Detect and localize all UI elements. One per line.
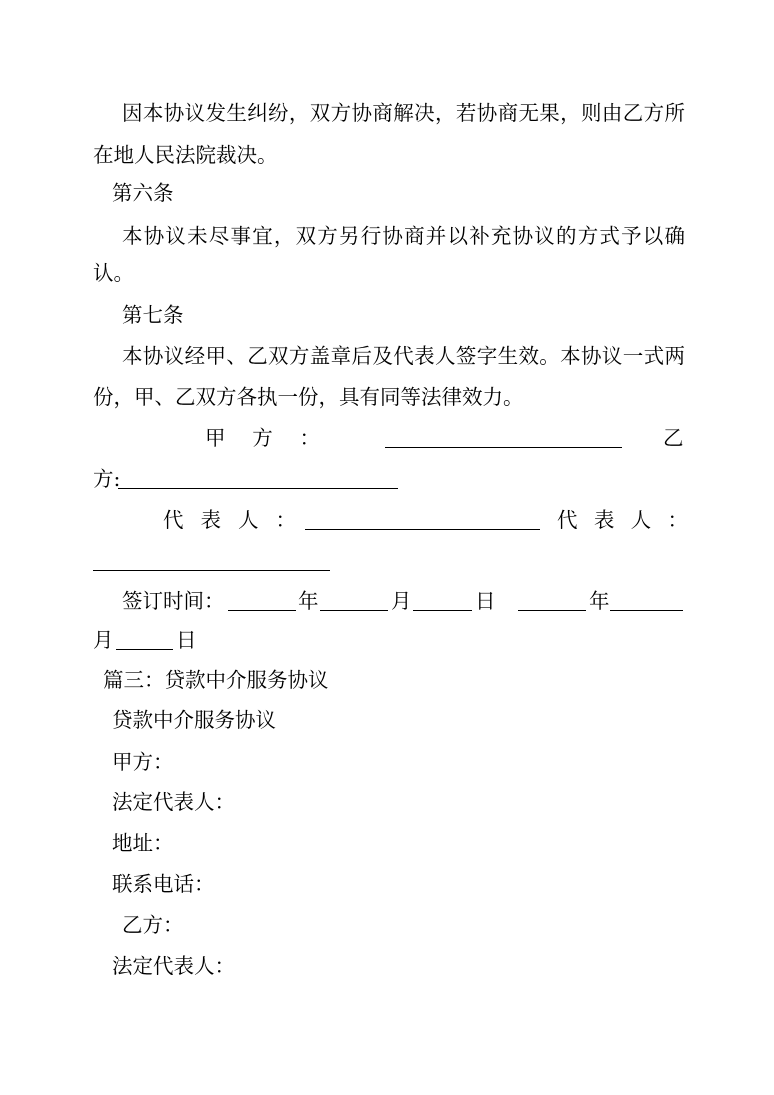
party-b-representative-blank xyxy=(93,570,330,571)
party-a-signature-label: 甲方： xyxy=(205,426,320,450)
section-three-party-a-address: 地址： xyxy=(112,831,174,855)
article-seven-heading: 第七条 xyxy=(122,303,184,327)
party-b-representative-label: 代表人： xyxy=(557,508,688,532)
section-three-title: 篇三：贷款中介服务协议 xyxy=(103,668,329,692)
dispute-clause-line-1: 因本协议发生纠纷，双方协商解决，若协商无果，则由乙方所 xyxy=(122,101,685,125)
signing-time-label: 签订时间： xyxy=(122,589,225,613)
party-a-representative-blank xyxy=(305,529,540,530)
section-three-party-a-phone: 联系电话： xyxy=(112,872,215,896)
section-three-party-a-legal-rep: 法定代表人： xyxy=(112,790,235,814)
party-a-year-label: 年 xyxy=(298,589,319,613)
party-a-month-label: 月 xyxy=(391,589,412,613)
party-b-year-blank xyxy=(518,610,586,611)
party-a-day-label: 日 xyxy=(475,589,496,613)
article-six-line-1: 本协议未尽事宜，双方另行协商并以补充协议的方式予以确 xyxy=(122,224,685,248)
party-b-year-label: 年 xyxy=(589,589,610,613)
article-six-line-2: 认。 xyxy=(93,261,134,285)
party-b-signature-blank xyxy=(118,488,398,489)
section-three-party-a: 甲方： xyxy=(112,750,174,774)
party-a-signature-blank xyxy=(385,447,622,448)
section-three-party-b-legal-rep: 法定代表人： xyxy=(112,954,235,978)
party-b-signature-label-end: 方: xyxy=(93,467,121,491)
party-a-year-blank xyxy=(228,610,296,611)
party-b-day-label: 日 xyxy=(176,628,197,652)
party-a-representative-label: 代表人： xyxy=(163,508,296,532)
article-seven-line-2: 份，甲、乙双方各执一份，具有同等法律效力。 xyxy=(93,385,524,409)
party-b-day-blank xyxy=(116,649,173,650)
article-six-heading: 第六条 xyxy=(112,181,174,205)
party-a-month-blank xyxy=(320,610,388,611)
article-seven-line-1: 本协议经甲、乙双方盖章后及代表人签字生效。本协议一式两 xyxy=(122,344,685,368)
party-a-day-blank xyxy=(413,610,472,611)
party-b-month-label: 月 xyxy=(93,628,114,652)
party-b-signature-label-start: 乙 xyxy=(663,426,684,450)
section-three-party-b: 乙方： xyxy=(122,913,184,937)
dispute-clause-line-2: 在地人民法院裁决。 xyxy=(93,143,278,167)
party-b-month-blank xyxy=(610,610,683,611)
section-three-subtitle: 贷款中介服务协议 xyxy=(112,708,276,732)
